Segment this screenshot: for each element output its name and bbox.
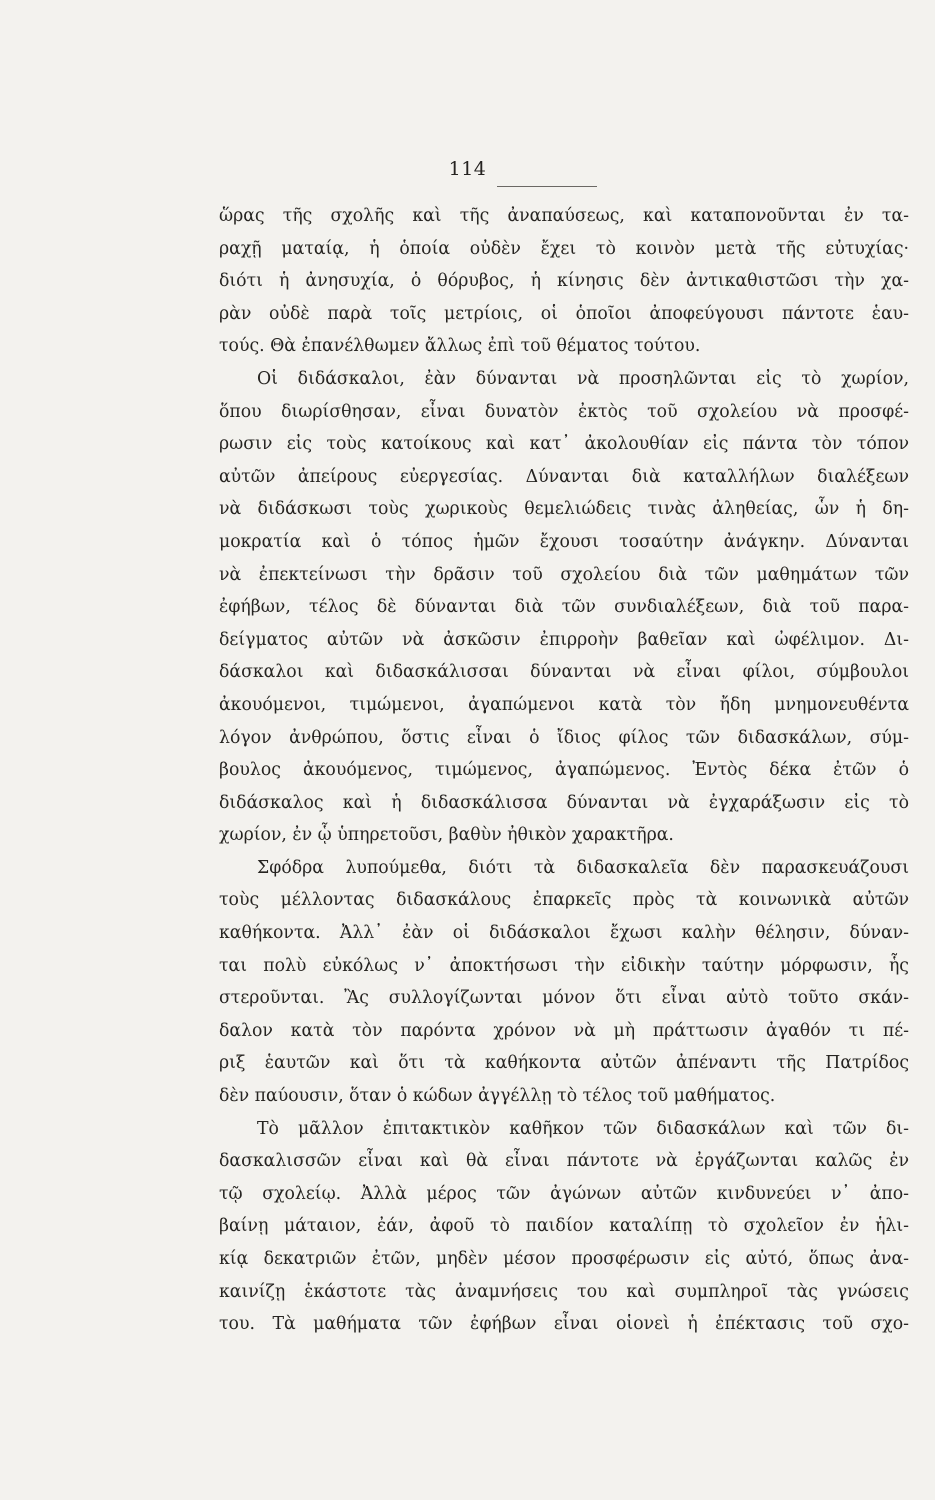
text-line: ραχῇ ματαίᾳ, ἡ ὁποία οὐδὲν ἔχει τὸ κοινὸν μετὰ τῆς εὐτυχίας· xyxy=(219,238,909,259)
page-number-rule xyxy=(497,186,597,187)
text-line: αὐτῶν ἀπείρους εὐεργεσίας. Δύνανται διὰ καταλλήλων διαλέξεων xyxy=(219,466,909,487)
text-line: δασκαλισσῶν εἶναι καὶ θὰ εἶναι πάντοτε νὰ ἐργάζωνται καλῶς ἐν xyxy=(219,1151,909,1172)
text-line: διότι ἡ ἀνησυχία, ὁ θόρυβος, ἡ κίνησις δὲν ἀντικαθιστῶσι τὴν χα- xyxy=(219,271,909,292)
page-number: 114 xyxy=(448,158,487,180)
text-line: ται πολὺ εὐκόλως ν᾿ ἀποκτήσωσι τὴν εἰδικὴν ταύτην μόρφωσιν, ἧς xyxy=(219,955,909,976)
text-line: λόγον ἀνθρώπου, ὅστις εἶναι ὁ ἴδιος φίλος τῶν διδασκάλων, σύμ- xyxy=(219,727,909,748)
text-line: ἐφήβων, τέλος δὲ δύνανται διὰ τῶν συνδιαλέξεων, διὰ τοῦ παρα- xyxy=(219,597,909,618)
text-line: ἀκουόμενοι, τιμώμενοι, ἀγαπώμενοι κατὰ τὸν ἤδη μνημονευθέντα xyxy=(219,694,909,715)
text-line: χωρίον, ἐν ᾧ ὑπηρετοῦσι, βαθὺν ἠθικὸν χαρακτῆρα. xyxy=(219,825,674,846)
text-line: Τὸ μᾶλλον ἐπιτακτικὸν καθῆκον τῶν διδασκάλων καὶ τῶν δι- xyxy=(257,1118,909,1139)
text-line: νὰ ἐπεκτείνωσι τὴν δρᾶσιν τοῦ σχολείου διὰ τῶν μαθημάτων τῶν xyxy=(219,564,909,585)
text-line: δείγματος αὐτῶν νὰ ἀσκῶσιν ἐπιρροὴν βαθεῖαν καὶ ὠφέλιμον. Δι- xyxy=(219,629,909,650)
text-line: καθήκοντα. Ἀλλ᾿ ἐὰν οἱ διδάσκαλοι ἔχωσι καλὴν θέλησιν, δύναν- xyxy=(219,923,909,944)
text-block xyxy=(219,200,909,1341)
text-line: ριξ ἑαυτῶν καὶ ὅτι τὰ καθήκοντα αὐτῶν ἀπέναντι τῆς Πατρίδος xyxy=(219,1053,909,1074)
text-line: ὅπου διωρίσθησαν, εἶναι δυνατὸν ἐκτὸς τοῦ σχολείου νὰ προσφέ- xyxy=(219,401,909,422)
text-line: τῷ σχολείῳ. Ἀλλὰ μέρος τῶν ἀγώνων αὐτῶν κινδυνεύει ν᾿ ἀπο- xyxy=(219,1183,909,1204)
text-line: μοκρατία καὶ ὁ τόπος ἡμῶν ἔχουσι τοσαύτην ἀνάγκην. Δύνανται xyxy=(219,531,909,552)
text-line: ρωσιν εἰς τοὺς κατοίκους καὶ κατ᾿ ἀκολουθίαν εἰς πάντα τὸν τόπον xyxy=(219,434,909,455)
text-line: τούς. Θὰ ἐπανέλθωμεν ἄλλως ἐπὶ τοῦ θέματος τούτου. xyxy=(219,336,701,357)
text-line: κίᾳ δεκατριῶν ἐτῶν, μηδὲν μέσον προσφέρωσιν εἰς αὐτό, ὅπως ἀνα- xyxy=(219,1249,909,1269)
text-line: τοὺς μέλλοντας διδασκάλους ἐπαρκεῖς πρὸς τὰ κοινωνικὰ αὐτῶν xyxy=(219,890,909,911)
text-line: Οἱ διδάσκαλοι, ἐὰν δύνανται νὰ προσηλῶνται εἰς τὸ χωρίον, xyxy=(257,368,909,389)
text-line: καινίζῃ ἑκάστοτε τὰς ἀναμνήσεις του καὶ συμπληροῖ τὰς γνώσεις xyxy=(219,1281,909,1302)
text-line: ρὰν οὐδὲ παρὰ τοῖς μετρίοις, οἱ ὁποῖοι ἀποφεύγουσι πάντοτε ἑαυ- xyxy=(219,303,909,324)
text-line: στεροῦνται. Ἂς συλλογίζωνται μόνον ὅτι εἶναι αὐτὸ τοῦτο σκάν- xyxy=(219,988,909,1009)
text-line: δαλον κατὰ τὸν παρόντα χρόνον νὰ μὴ πράττωσιν ἀγαθόν τι πέ- xyxy=(219,1020,909,1041)
text-line: ὥρας τῆς σχολῆς καὶ τῆς ἀναπαύσεως, καὶ καταπονοῦνται ἐν τα- xyxy=(219,206,909,226)
text-line: δὲν παύουσιν, ὅταν ὁ κώδων ἀγγέλλῃ τὸ τέλος τοῦ μαθήματος. xyxy=(219,1086,776,1107)
text-line: του. Τὰ μαθήματα τῶν ἐφήβων εἶναι οἱονεὶ ἡ ἐπέκτασις τοῦ σχο- xyxy=(219,1314,909,1335)
text-line: Σφόδρα λυπούμεθα, διότι τὰ διδασκαλεῖα δὲν παρασκευάζουσι xyxy=(257,857,909,878)
text-line: βαίνῃ μάταιον, ἐάν, ἀφοῦ τὸ παιδίον καταλίπῃ τὸ σχολεῖον ἐν ἡλι- xyxy=(219,1216,909,1237)
text-line: νὰ διδάσκωσι τοὺς χωρικοὺς θεμελιώδεις τινὰς ἀληθείας, ὧν ἡ δη- xyxy=(219,499,909,520)
text-line: βουλος ἀκουόμενος, τιμώμενος, ἀγαπώμενος. Ἐντὸς δέκα ἐτῶν ὁ xyxy=(219,760,909,781)
text-line: δάσκαλοι καὶ διδασκάλισσαι δύνανται νὰ εἶναι φίλοι, σύμβουλοι xyxy=(219,662,909,683)
text-line: διδάσκαλος καὶ ἡ διδασκάλισσα δύνανται νὰ ἐγχαράξωσιν εἰς τὸ xyxy=(219,792,909,813)
